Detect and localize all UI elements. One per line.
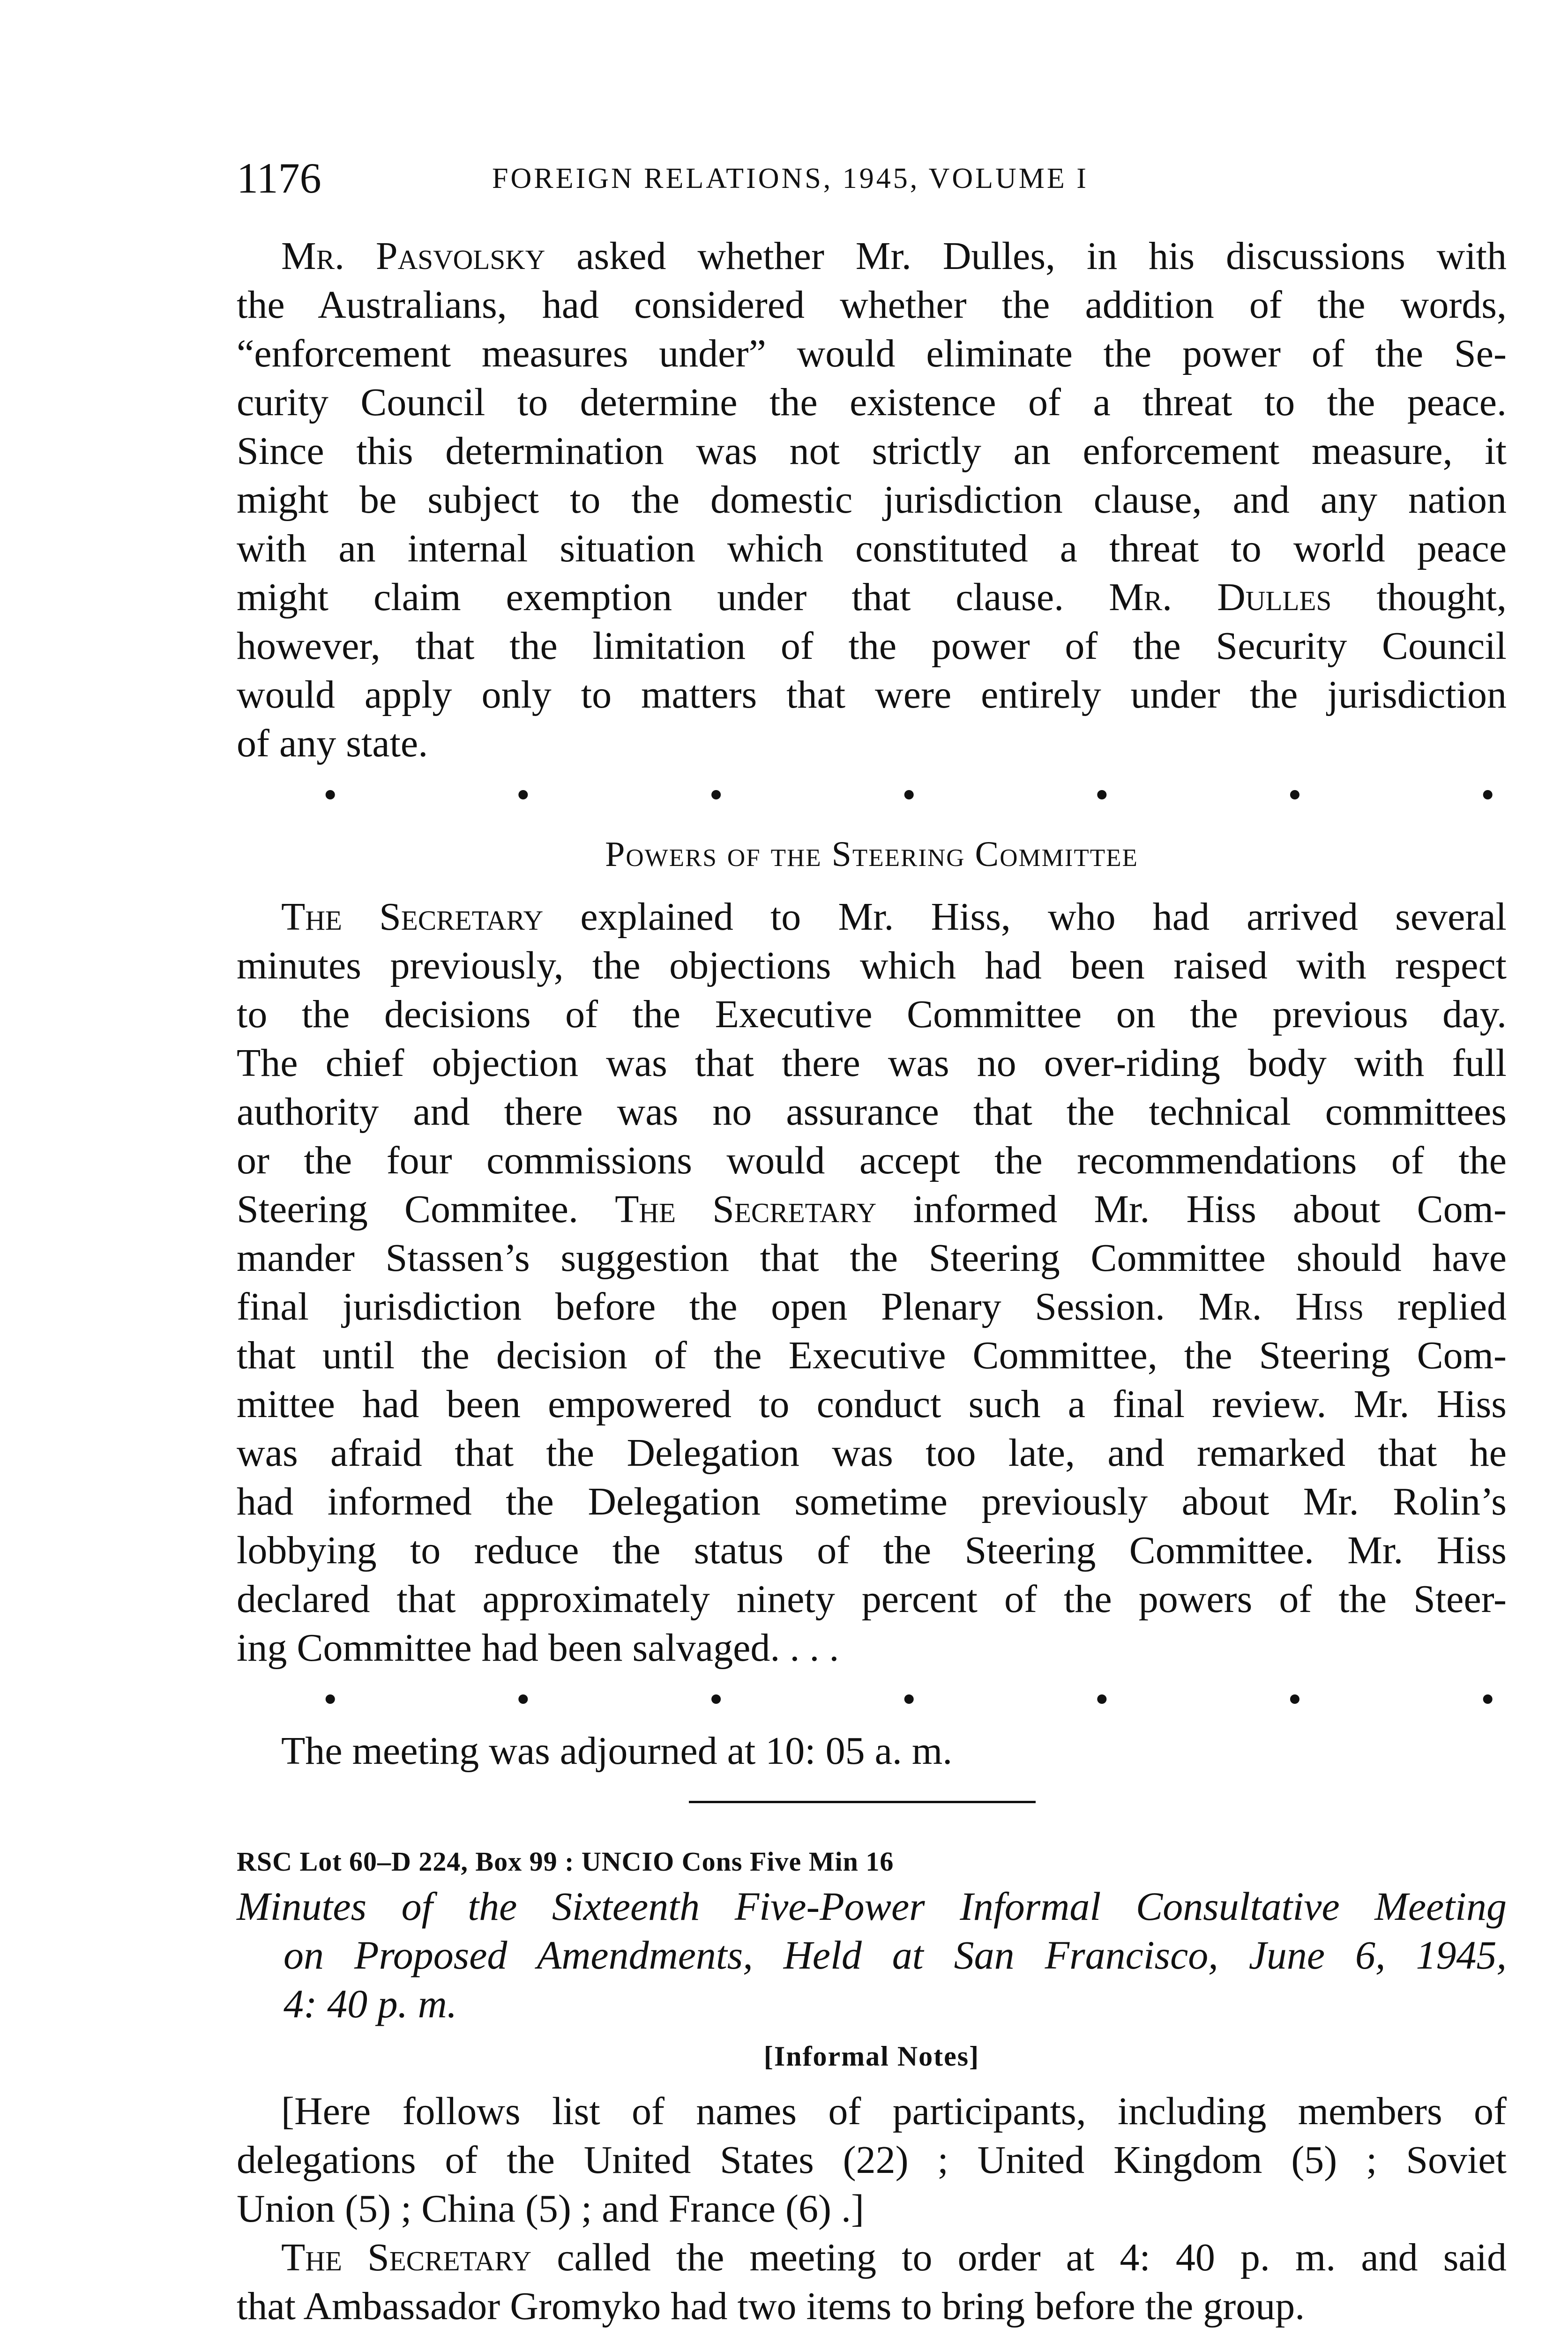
section-divider	[237, 1782, 1507, 1829]
text-line: ing Committee had been salvaged. . . .	[237, 1626, 839, 1670]
speaker-name: The Secretary	[281, 2236, 532, 2279]
text-line: of any state.	[237, 722, 428, 765]
paragraph-participants	[237, 2087, 1507, 2233]
section-heading: Powers of the Steering Committee	[605, 835, 1138, 874]
paragraph-pasvolsky	[237, 232, 1507, 768]
running-header	[237, 155, 1507, 206]
document-title	[237, 1882, 1507, 2028]
speaker-name: Mr. Hiss	[1198, 1285, 1364, 1328]
speaker-name: The Secretary	[615, 1187, 877, 1231]
text-line: “enforcement measures under” would eliminate the power of the Se-	[237, 332, 1507, 375]
text-line: lobbying to reduce the status of the Steering Committee. Mr. Hiss	[237, 1529, 1507, 1572]
text-line: curity Council to determine the existence of a threat to the peace.	[237, 381, 1507, 424]
text-line: Steering Commitee. The Secretary informed Mr. Hiss about Com-	[237, 1187, 1507, 1231]
speaker-name: Mr. Pasvolsky	[281, 234, 545, 278]
text-line: delegations of the United States (22) ; United Kingdom (5) ; Soviet	[237, 2138, 1507, 2182]
text-line: would apply only to matters that were entirely under the jurisdiction	[237, 673, 1507, 716]
speaker-name: Mr. Dulles	[1109, 575, 1332, 619]
text-line: however, that the limitation of the power of the Security Council	[237, 624, 1507, 668]
text-line: [Here follows list of names of participants, including members of	[281, 2089, 1507, 2133]
title-line: 4: 40 p. m.	[284, 1981, 457, 2026]
paragraph-steering-committee	[237, 893, 1507, 1672]
text-line: Since this determination was not strictly an enforcement measure, it	[237, 429, 1507, 473]
text-line: that Ambassador Gromyko had two items to bring before the group.	[237, 2284, 1305, 2328]
text-line: the Australians, had considered whether the addition of the words,	[237, 283, 1507, 327]
source-note: RSC Lot 60–D 224, Box 99 : UNCIO Cons Five Min 16	[237, 1846, 894, 1877]
text-line: might be subject to the domestic jurisdiction clause, and any nation	[237, 478, 1507, 522]
text-line: was afraid that the Delegation was too late, and remarked that he	[237, 1431, 1507, 1475]
ellipsis-row: • • • • • • •	[323, 1678, 1495, 1721]
paragraph-call-to-order	[237, 2233, 1507, 2331]
text-line: final jurisdiction before the open Plenary Session. Mr. Hiss replied	[237, 1285, 1507, 1328]
text-line: mander Stassen’s suggestion that the Steering Committee should have	[237, 1236, 1507, 1280]
text-line: with an internal situation which constituted a threat to world peace	[237, 527, 1507, 570]
text-line: might claim exemption under that clause. Mr. Dulles thought,	[237, 575, 1507, 619]
page-number: 1176	[237, 154, 321, 202]
title-line: on Proposed Amendments, Held at San Francisco, June 6, 1945,	[284, 1933, 1507, 1977]
text-line: Union (5) ; China (5) ; and France (6) .]	[237, 2187, 864, 2231]
title-line: Minutes of the Sixteenth Five-Power Informal Consultative Meeting	[237, 1884, 1507, 1929]
text-line: Mr. Pasvolsky asked whether Mr. Dulles, in his discussions with	[281, 234, 1507, 278]
text-line: authority and there was no assurance that the technical committees	[237, 1090, 1507, 1134]
text-line: to the decisions of the Executive Committee on the previous day.	[237, 992, 1507, 1036]
text-line: had informed the Delegation sometime previously about Mr. Rolin’s	[237, 1480, 1507, 1523]
informal-notes-label: [Informal Notes]	[763, 2041, 980, 2072]
text-line: The Secretary called the meeting to order at 4: 40 p. m. and said	[281, 2236, 1507, 2279]
text-line: mittee had been empowered to conduct such a final review. Mr. Hiss	[237, 1382, 1507, 1426]
speaker-name: The Secretary	[281, 895, 544, 939]
text-line: declared that approximately ninety percent of the powers of the Steer-	[237, 1577, 1507, 1621]
ellipsis-row: • • • • • • •	[323, 773, 1495, 817]
adjournment-line: The meeting was adjourned at 10: 05 a. m.	[281, 1729, 953, 1773]
text-line: The chief objection was that there was no over-riding body with full	[237, 1041, 1507, 1085]
text-column	[237, 232, 1507, 2331]
text-line: or the four commissions would accept the recommendations of the	[237, 1139, 1507, 1182]
text-line: The Secretary explained to Mr. Hiss, who had arrived several	[281, 895, 1507, 939]
running-head-title: FOREIGN RELATIONS, 1945, VOLUME I	[492, 163, 1089, 194]
horizontal-rule	[689, 1801, 1036, 1803]
text-line: minutes previously, the objections which had been raised with respect	[237, 944, 1507, 987]
text-line: that until the decision of the Executive Committee, the Steering Com-	[237, 1334, 1507, 1377]
